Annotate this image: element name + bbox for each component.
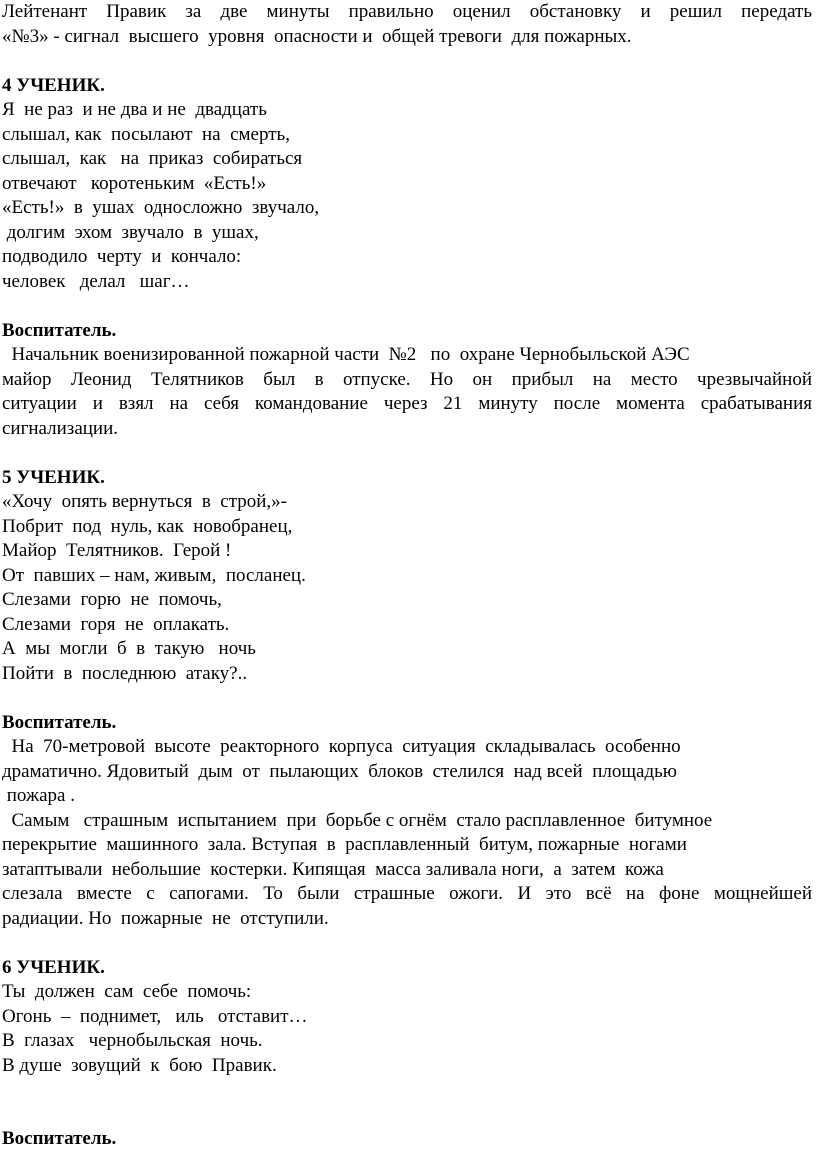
intro-paragraph [2,0,812,49]
poem-line: Слезами горю не помочь, [2,589,222,610]
poem-line: Побрит под нуль, как новобранец, [2,515,293,537]
text-line: радиации. Но пожарные не отступили. [2,907,329,929]
blank-line [2,686,812,711]
student-6-section [2,956,812,1079]
text-line: На 70-метровой высоте реакторного корпуса ситуация складывалась особенно [2,736,681,757]
blank-line [2,1078,812,1127]
text-line: драматично. Ядовитый дым от пылающих блоков стелился над всей площадью [2,760,677,782]
poem-line: От павших – нам, живым, посланец. [2,564,306,586]
poem-line: Ты должен сам себе помочь: [2,981,252,1002]
text-line: перекрытие машинного зала. Вступая в расплавленный битум, пожарные ногами [2,834,687,855]
student-5-section [2,466,812,687]
poem-line: Майор Телятников. Герой ! [2,540,232,561]
poem-line: «Есть!» в ушах односложно звучало, [2,197,320,218]
text-line: Самым страшным испытанием при борьбе с огнём стало расплавленное битумное [2,809,713,831]
poem-line: Пойти в последнюю атаку?.. [2,662,248,684]
poem-line: долгим эхом звучало в ушах, [2,221,259,243]
text-line: Начальник военизированной пожарной части №2 по охране Чернобыльской АЭС [2,344,690,365]
teacher-section-1 [2,319,812,442]
blank-line [2,49,812,74]
text-line: сигнализации. [2,417,119,439]
text-line: «№3» - сигнал высшего уровня опасности и общей тревоги для пожарных. [2,25,632,47]
poem-line: Я не раз и не два и не двадцать [2,99,267,120]
poem-line: отвечают коротеньким «Есть!» [2,172,267,194]
poem-line: А мы могли б в такую ночь [2,638,256,659]
section-heading: Воспитатель. [2,1128,117,1149]
text-line: Лейтенант Правик за две минуты правильно оценил обстановку и решил передать [2,1,812,22]
teacher-section-2 [2,711,812,932]
poem-line: слышал, как на приказ собираться [2,148,303,169]
section-heading: Воспитатель. [2,711,117,733]
section-heading: 5 УЧЕНИК. [2,466,105,488]
blank-line [2,931,812,956]
poem-line: Слезами горя не оплакать. [2,613,230,635]
section-heading: 6 УЧЕНИК. [2,956,105,978]
poem-line: В душе зовущий к бою Правик. [2,1054,277,1076]
text-line: пожара . [2,785,75,806]
text-line: ситуации и взял на себя командование через 21 минуту после момента срабатывания [2,393,812,414]
poem-line: подводило черту и кончало: [2,246,242,267]
text-line: затаптывали небольшие костерки. Кипящая масса заливала ноги, а затем кожа [2,858,664,880]
blank-line [2,294,812,319]
poem-line: Огонь – поднимет, иль отставит… [2,1005,308,1027]
text-line: майор Леонид Телятников был в отпуске. Но он прибыл на место чрезвычайной [2,368,812,390]
poem-line: человек делал шаг… [2,270,190,292]
section-heading: Воспитатель. [2,319,117,341]
poem-line: В глазах чернобыльская ночь. [2,1030,263,1051]
section-heading: 4 УЧЕНИК. [2,74,105,96]
student-4-section [2,74,812,295]
blank-line [2,441,812,466]
document-page [2,0,812,1152]
poem-line: «Хочу опять вернуться в строй,»- [2,491,287,512]
text-line: слезала вместе с сапогами. То были страшные ожоги. И это всё на фоне мощнейшей [2,883,812,904]
poem-line: слышал, как посылают на смерть, [2,123,290,145]
